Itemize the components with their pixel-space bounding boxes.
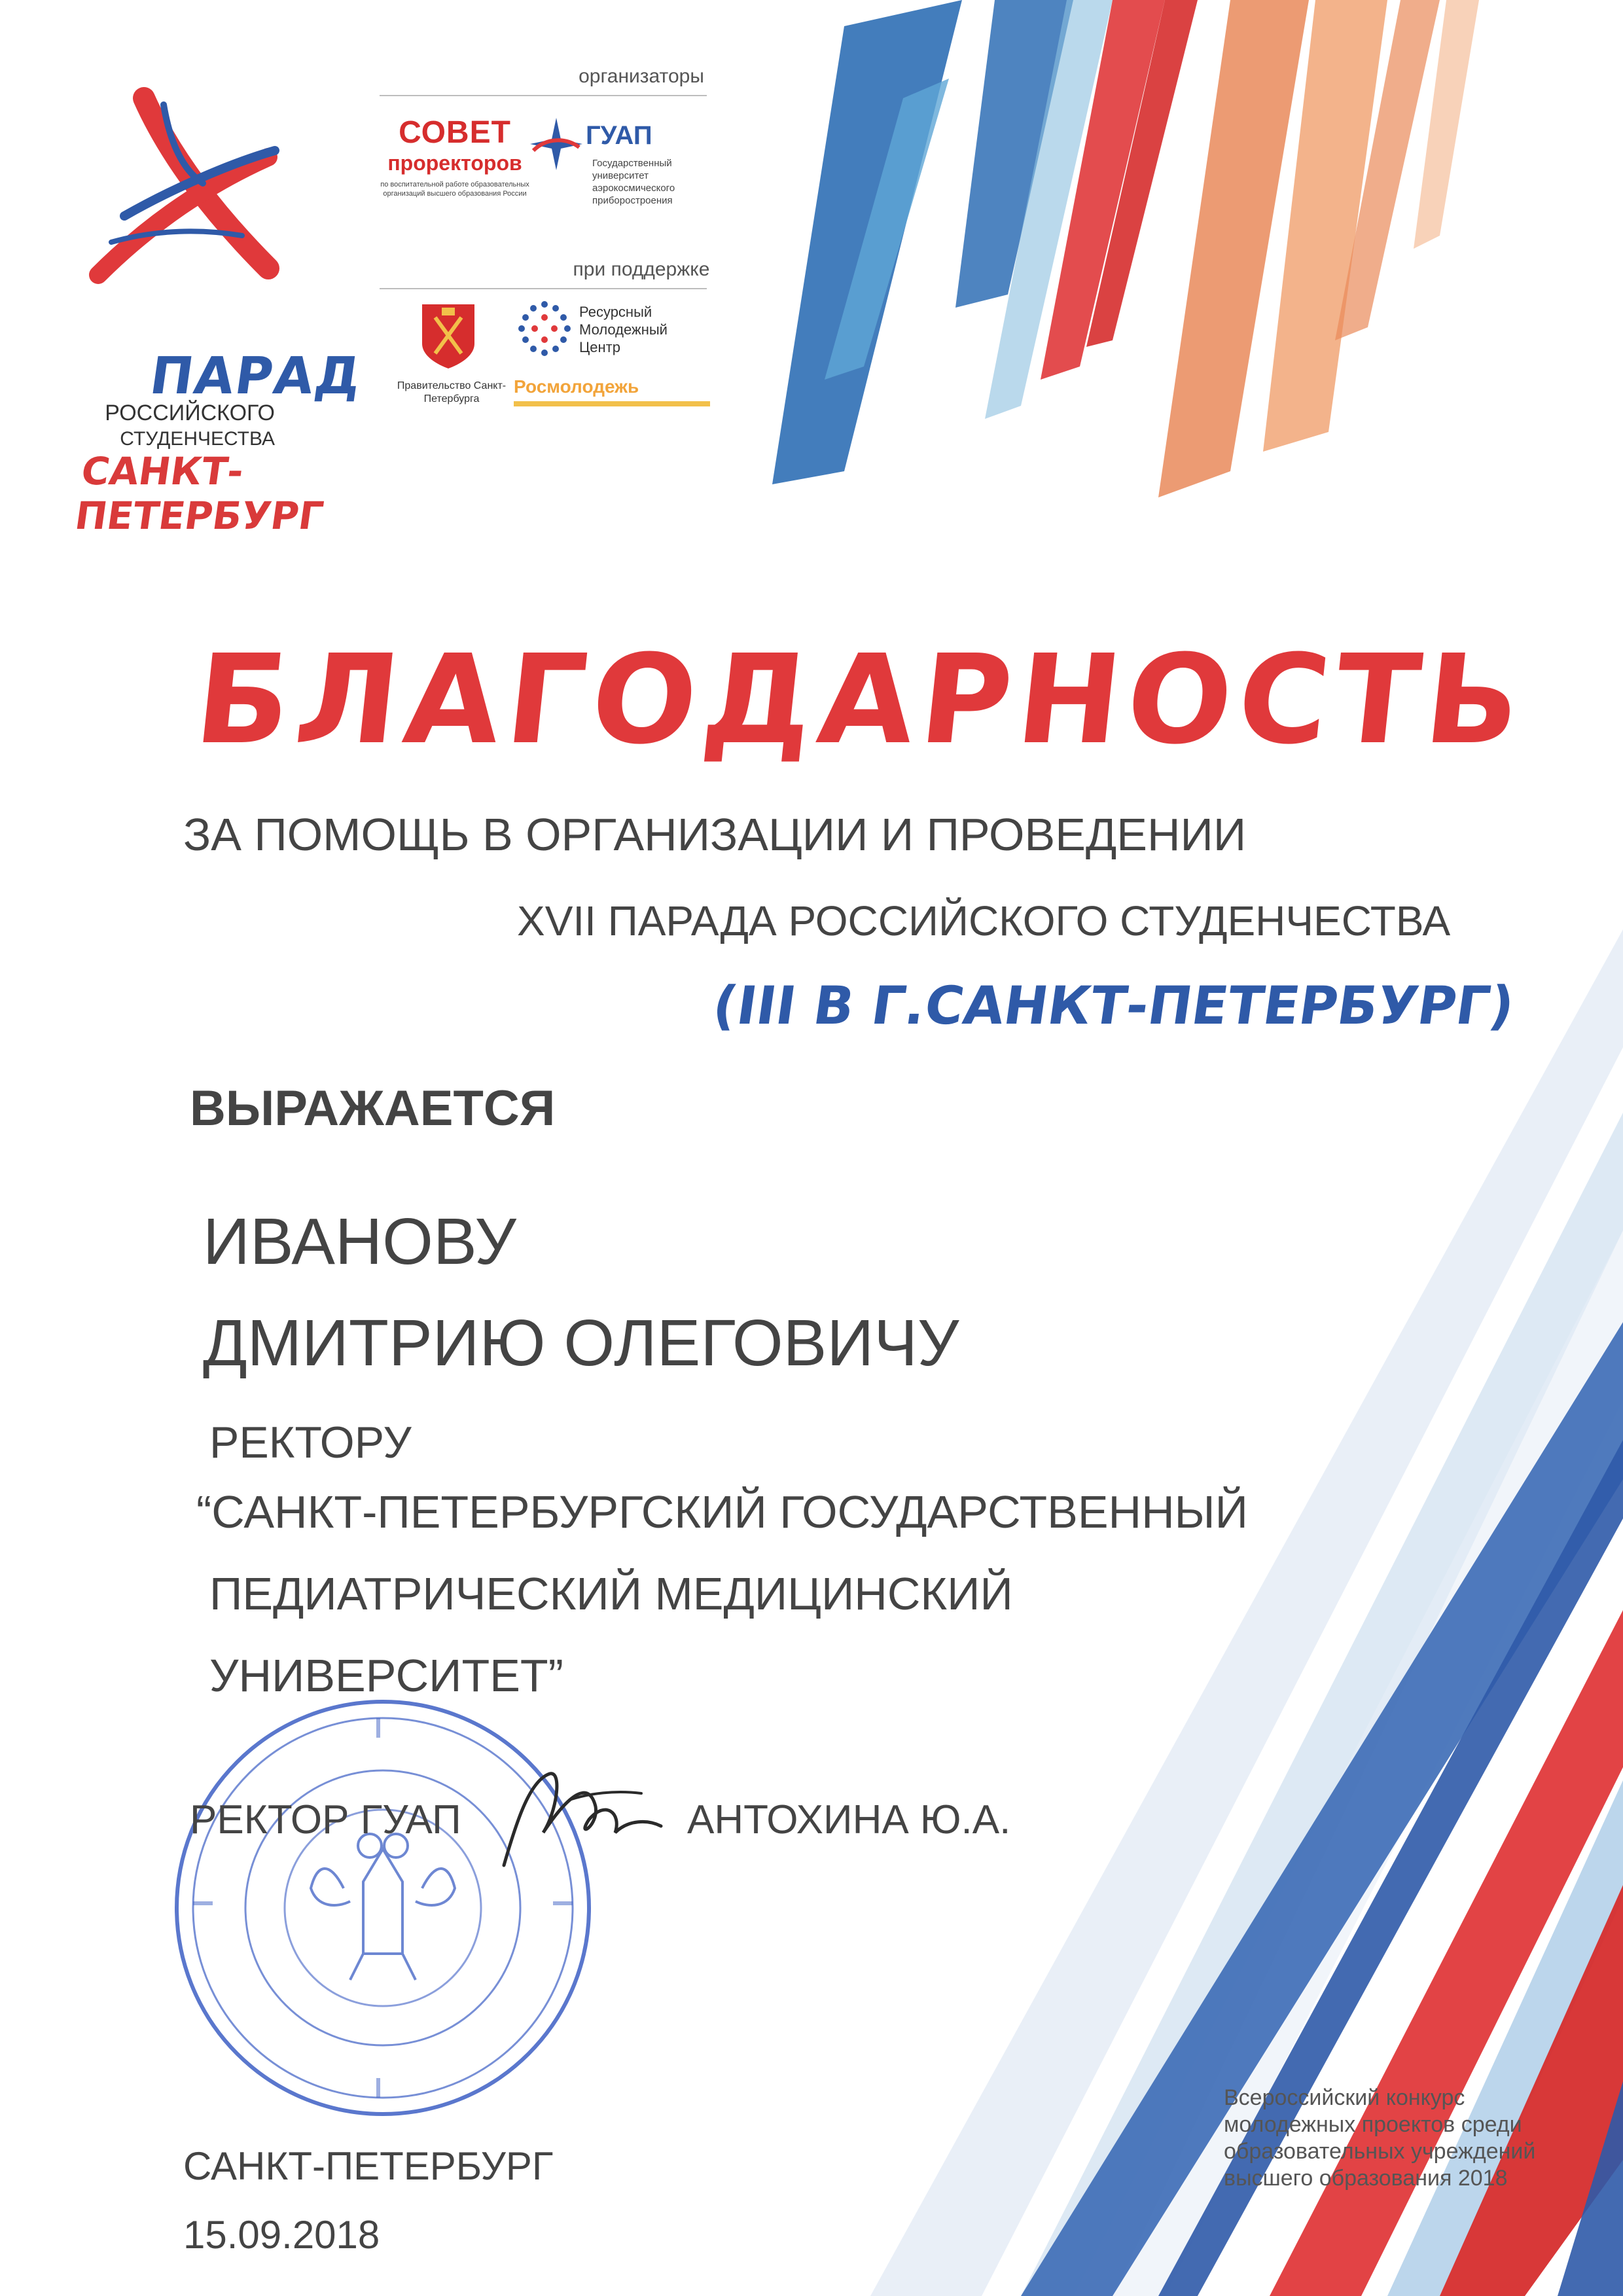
parade-logo-line1: РОССИЙСКОГО bbox=[105, 401, 275, 425]
parade-logo bbox=[59, 79, 366, 538]
divider bbox=[380, 95, 707, 96]
sovet-title: СОВЕТ bbox=[399, 115, 511, 150]
contest-note: Всероссийский конкурс молодежных проектов среди образовательных учреждений высшего образования 2018 bbox=[1224, 2085, 1536, 2191]
guap-star-icon bbox=[527, 115, 586, 173]
parade-logo-line2: СТУДЕНЧЕСТВА bbox=[120, 428, 275, 450]
signer-name: АНТОХИНА Ю.А. bbox=[687, 1797, 1011, 1842]
sovet-subtitle: проректоров bbox=[387, 151, 522, 175]
guap-name: ГУАП bbox=[586, 121, 652, 150]
parade-figure-icon bbox=[72, 79, 288, 308]
organizers-label: организаторы bbox=[579, 65, 704, 87]
recipient-position: РЕКТОРУ bbox=[209, 1418, 412, 1467]
recipient-org-line-2: ПЕДИАТРИЧЕСКИЙ МЕДИЦИНСКИЙ bbox=[209, 1568, 1013, 1619]
city: САНКТ-ПЕТЕРБУРГ bbox=[183, 2144, 554, 2188]
signer-position: РЕКТОР ГУАП bbox=[190, 1797, 461, 1842]
subtitle-line-3: (III В Г.САНКТ-ПЕТЕРБУРГ) bbox=[709, 975, 1518, 1036]
spb-emblem-icon bbox=[419, 298, 478, 370]
parade-logo-city: САНКТ-ПЕТЕРБУРГ bbox=[72, 449, 327, 538]
support-label: при поддержке bbox=[573, 259, 710, 280]
divider bbox=[380, 288, 707, 289]
date: 15.09.2018 bbox=[183, 2213, 380, 2257]
subtitle-line-2: XVII ПАРАДА РОССИЙСКОГО СТУДЕНЧЕСТВА bbox=[517, 897, 1451, 944]
resource-center-text: Ресурсный Молодежный Центр bbox=[579, 304, 668, 355]
parade-logo-title: ПАРАД bbox=[146, 347, 366, 406]
recipient-name: ДМИТРИЮ ОЛЕГОВИЧУ bbox=[203, 1306, 959, 1380]
rosmolodezh-logo: Росмолодежь bbox=[514, 376, 710, 406]
recipient-org-line-3: УНИВЕРСИТЕТ” bbox=[209, 1650, 563, 1701]
sovet-note: по воспитательной работе образовательных организаций высшего образования России bbox=[380, 181, 529, 198]
signature bbox=[491, 1754, 674, 1885]
certificate-title: БЛАГОДАРНОСТЬ bbox=[188, 628, 1534, 772]
expressed-label: ВЫРАЖАЕТСЯ bbox=[190, 1081, 556, 1136]
dots-icon bbox=[514, 298, 576, 360]
subtitle-line-1: ЗА ПОМОЩЬ В ОРГАНИЗАЦИИ И ПРОВЕДЕНИИ bbox=[183, 809, 1247, 860]
government-text: Правительство Санкт-Петербурга bbox=[397, 380, 507, 404]
guap-note: Государственный университет аэрокосмического приборостроения bbox=[592, 158, 675, 206]
recipient-org-line-1: “САНКТ-ПЕТЕРБУРГСКИЙ ГОСУДАРСТВЕННЫЙ bbox=[196, 1486, 1248, 1537]
recipient-surname: ИВАНОВУ bbox=[203, 1205, 516, 1278]
